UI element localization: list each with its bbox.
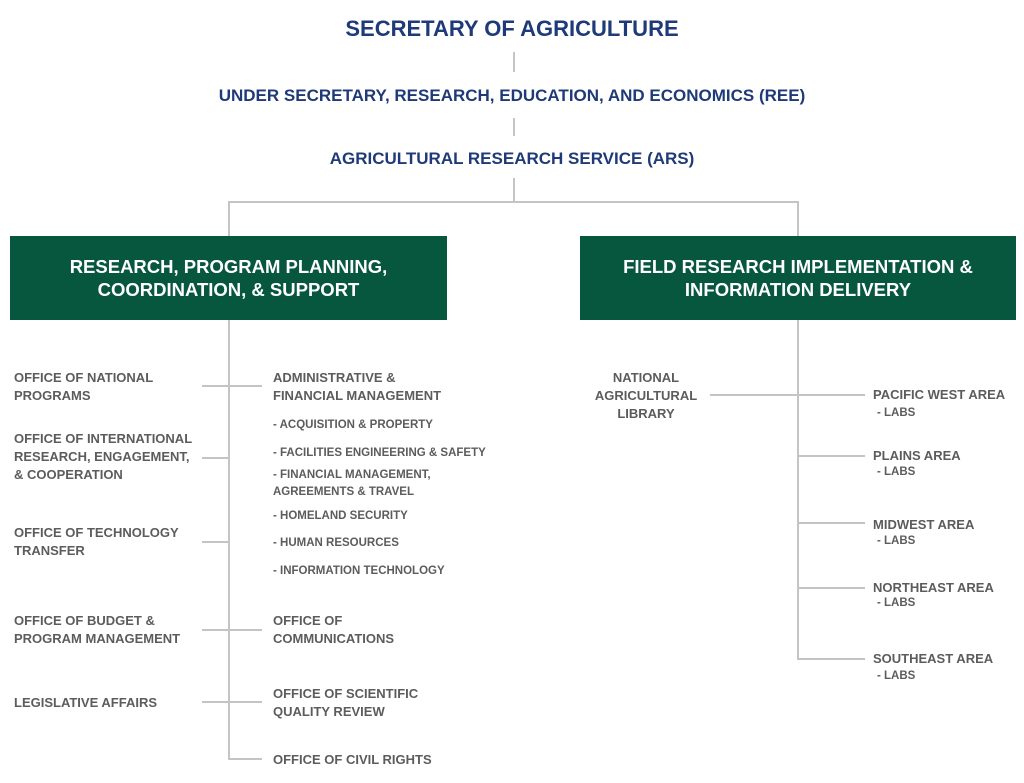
- area-southeast: SOUTHEAST AREA: [873, 651, 994, 666]
- connector-library-pacific: [710, 394, 865, 396]
- admin-sub-human-resources: - HUMAN RESOURCES: [273, 537, 399, 549]
- national-agricultural-library: NATIONAL AGRICULTURAL LIBRARY: [594, 370, 698, 421]
- office-national-programs: OFFICE OF NATIONAL PROGRAMS: [14, 370, 154, 403]
- under-secretary-title: UNDER SECRETARY, RESEARCH, EDUCATION, AND ECONOMICS (REE): [218, 86, 806, 105]
- connector-midwest: [797, 522, 865, 524]
- secretary-title: SECRETARY OF AGRICULTURE: [345, 16, 679, 41]
- connector-branch-horizontal: [228, 201, 799, 203]
- connector-left-branch-drop: [228, 201, 230, 236]
- right-branch-box: FIELD RESEARCH IMPLEMENTATION & INFORMATION DELIVERY: [580, 236, 1016, 320]
- connector-legislative-quality: [202, 701, 262, 703]
- office-scientific-quality-review: OFFICE OF SCIENTIFIC QUALITY REVIEW: [273, 686, 419, 719]
- area-pacific-west: PACIFIC WEST AREA: [873, 387, 1006, 402]
- connector-national-programs: [202, 385, 262, 387]
- area-southeast-labs: - LABS: [877, 670, 916, 682]
- connector-budget-communications: [202, 629, 262, 631]
- area-midwest-labs: - LABS: [877, 535, 916, 547]
- admin-sub-acquisition: - ACQUISITION & PROPERTY: [273, 419, 433, 431]
- area-plains-labs: - LABS: [877, 466, 916, 478]
- connector-southeast: [797, 658, 865, 660]
- connector-northeast: [797, 587, 865, 589]
- connector-under-ars: [513, 118, 515, 136]
- agency-title: AGRICULTURAL RESEARCH SERVICE (ARS): [329, 149, 695, 168]
- office-civil-rights: OFFICE OF CIVIL RIGHTS: [273, 752, 432, 767]
- left-branch-box: RESEARCH, PROGRAM PLANNING, COORDINATION, & SUPPORT: [10, 236, 447, 320]
- connector-plains: [797, 455, 865, 457]
- admin-sub-it: - INFORMATION TECHNOLOGY: [273, 565, 445, 577]
- area-midwest: MIDWEST AREA: [873, 517, 975, 532]
- office-budget-program-management: OFFICE OF BUDGET & PROGRAM MANAGEMENT: [14, 613, 181, 646]
- admin-sub-homeland: - HOMELAND SECURITY: [273, 510, 408, 522]
- office-technology-transfer: OFFICE OF TECHNOLOGY TRANSFER: [14, 525, 179, 558]
- office-international-research: OFFICE OF INTERNATIONAL RESEARCH, ENGAGEMENT, & COOPERATION: [14, 431, 193, 482]
- area-northeast-labs: - LABS: [877, 597, 916, 609]
- admin-sub-financial: - FINANCIAL MANAGEMENT, AGREEMENTS & TRAVEL: [273, 469, 431, 498]
- admin-financial-management: ADMINISTRATIVE & FINANCIAL MANAGEMENT: [273, 370, 442, 403]
- connector-international: [202, 457, 230, 459]
- connector-technology-transfer: [202, 541, 230, 543]
- area-pacific-west-labs: - LABS: [877, 407, 916, 419]
- connector-secretary-under: [513, 52, 515, 72]
- connector-ars-branches: [513, 178, 515, 202]
- connector-civil-rights: [228, 758, 262, 760]
- admin-sub-facilities: - FACILITIES ENGINEERING & SAFETY: [273, 447, 486, 459]
- area-plains: PLAINS AREA: [873, 448, 961, 463]
- office-legislative-affairs: LEGISLATIVE AFFAIRS: [14, 695, 158, 710]
- area-northeast: NORTHEAST AREA: [873, 580, 994, 595]
- office-communications: OFFICE OF COMMUNICATIONS: [273, 613, 395, 646]
- right-trunk: [797, 319, 799, 660]
- connector-right-branch-drop: [797, 201, 799, 236]
